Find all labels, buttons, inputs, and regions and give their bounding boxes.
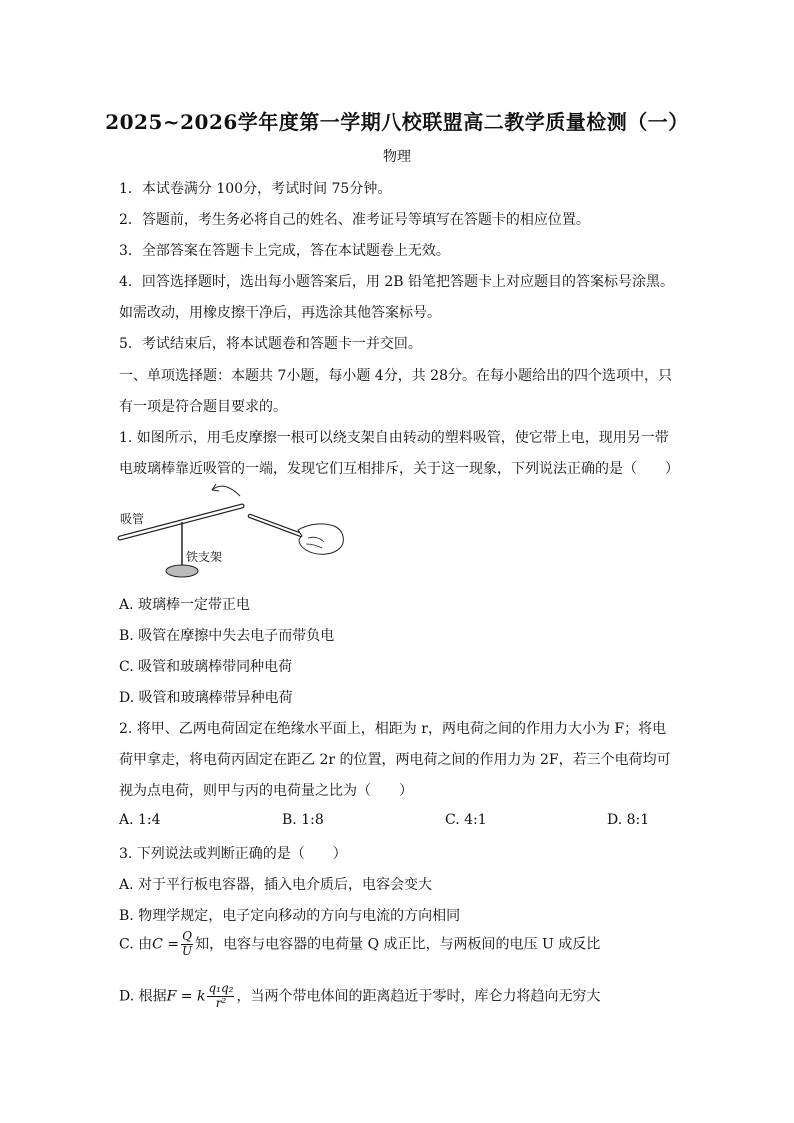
- q3-option-c: [119, 930, 600, 959]
- q2-stem-line1: 2. 将甲、乙两电荷固定在绝缘水平面上，相距为 r，两电荷之间的作用力大小为 F；将电: [119, 721, 667, 737]
- q3-option-c-prefix: C. 由: [119, 936, 153, 953]
- instruction-2: 2．答题前，考生务必将自己的姓名、准考证号等填写在答题卡的相应位置。: [119, 212, 590, 228]
- exam-subject: 物理: [383, 149, 411, 165]
- label-stand: 铁支架: [186, 550, 223, 564]
- q1-option-d: D. 吸管和玻璃棒带异种电荷: [119, 690, 293, 706]
- q2-stem-line2: 荷甲拿走，将电荷丙固定在距乙 2r 的位置，两电荷之间的作用力为 2F，若三个电荷均可: [119, 752, 671, 768]
- q2-option-a: A. 1:4: [119, 812, 161, 828]
- q2-option-b: B. 1:8: [282, 812, 324, 828]
- q1-figure: [112, 476, 352, 586]
- instruction-4-continued: 如需改动，用橡皮擦干净后，再选涂其他答案标号。: [119, 305, 441, 321]
- straw-rod-diagram: [112, 476, 352, 586]
- fraction-denominator: r²: [215, 995, 227, 1010]
- q2-stem-line3: 视为点电荷，则甲与丙的电荷量之比为（ ）: [119, 783, 413, 799]
- q3-option-d-suffix: ，当两个带电体间的距离趋近于零时，库仑力将趋向无穷大: [236, 988, 601, 1005]
- q3-option-c-suffix: 知，电容与电容器的电荷量 Q 成正比，与两板间的电压 U 成反比: [195, 936, 601, 953]
- q3-option-c-formula-lhs: C =: [152, 936, 180, 953]
- exam-title: 2025~2026学年度第一学期八校联盟高二教学质量检测（一）: [105, 110, 689, 134]
- q3-option-d-formula-lhs: F = k: [166, 988, 206, 1005]
- q3-option-d: [119, 982, 600, 1011]
- fraction-numerator: Q: [182, 929, 193, 943]
- q3-option-a: A. 对于平行板电容器，插入电介质后，电容会变大: [119, 877, 433, 893]
- label-straw: 吸管: [120, 512, 145, 526]
- section-heading-continued: 有一项是符合题目要求的。: [119, 399, 287, 415]
- glass-rod-highlight: [250, 516, 304, 536]
- section-heading: 一、单项选择题：本题共 7小题，每小题 4分，共 28分。在每小题给出的四个选项中，只: [119, 368, 672, 384]
- fraction-denominator: U: [182, 943, 193, 958]
- q1-stem-line1: 1. 如图所示，用毛皮摩擦一根可以绕支架自由转动的塑料吸管，使它带上电，现用另一带: [119, 430, 669, 446]
- instruction-4: 4．回答选择题时，选出每小题答案后，用 2B 铅笔把答题卡上对应题目的答案标号涂黑。: [119, 274, 675, 290]
- q2-option-c: C. 4:1: [445, 812, 487, 828]
- q3-option-d-fraction: [207, 982, 234, 1011]
- stand-base: [166, 565, 198, 577]
- q1-stem-line2: 电玻璃棒靠近吸管的一端，发现它们互相排斥，关于这一现象，下列说法正确的是（ ）: [119, 461, 679, 477]
- q1-option-a: A. 玻璃棒一定带正电: [119, 597, 251, 613]
- instruction-1: 1．本试卷满分 100分，考试时间 75分钟。: [119, 181, 392, 197]
- q3-stem: 3. 下列说法或判断正确的是（ ）: [119, 846, 347, 862]
- q3-option-c-fraction: [181, 930, 193, 959]
- q3-option-b: B. 物理学规定，电子定向移动的方向与电流的方向相同: [119, 908, 461, 924]
- instruction-5: 5．考试结束后，将本试题卷和答题卡一并交回。: [119, 336, 422, 352]
- fraction-numerator: q₁q₂: [208, 981, 234, 995]
- instruction-3: 3．全部答案在答题卡上完成，答在本试题卷上无效。: [119, 243, 450, 259]
- q1-option-c: C. 吸管和玻璃棒带同种电荷: [119, 659, 293, 675]
- q3-option-d-prefix: D. 根据: [119, 988, 167, 1005]
- q2-option-d: D. 8:1: [607, 812, 650, 828]
- q1-option-b: B. 吸管在摩擦中失去电子而带负电: [119, 628, 335, 644]
